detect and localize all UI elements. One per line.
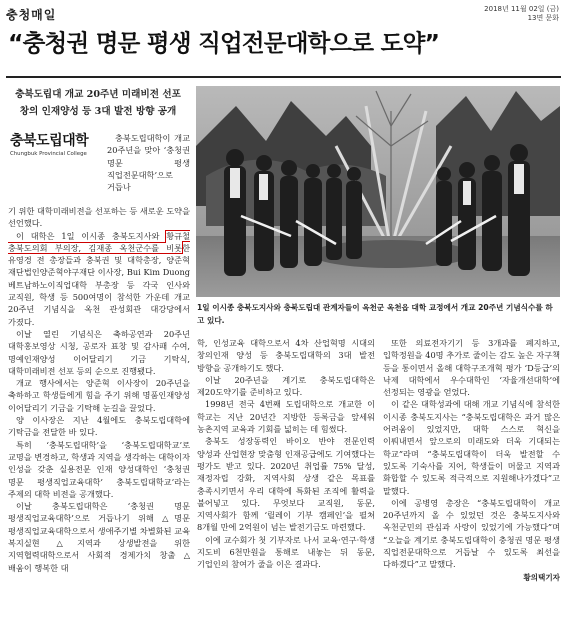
highlighted-text: 황규철 충북도의회 부의장, 김재종 옥천군수를 비롯 xyxy=(8,230,190,253)
article-paragraph: 양 이사장은 지난 4월에도 충북도립대학에 기탁금을 전달한 바 있다. xyxy=(8,415,190,438)
college-logo xyxy=(10,130,102,166)
photo-illustration xyxy=(196,86,560,297)
article-paragraph: 이날 20주년을 계기로 충북도립대학은 제20도약기를 준비하고 있다. xyxy=(197,374,375,398)
headline: “충청권 명문 평생 직업전문대학으로 도약” xyxy=(8,29,440,57)
reporter-byline: 황의택기자 xyxy=(523,572,560,582)
article-paragraph: 충북도 성장동력인 바이오 반야 전문인력 양성과 산업현장 맞춤형 인재공급에도 기여했다는 평가도 받고 있다. 2020년 취업률 75% 달성, 재정자립 강화, 지역사회 상생 같은 목표를 충족시키면서 우리 대학에 특화된 조직에 활력을 불어넣고 있다. 무엇보다 교직원, 동문, 지역사회가 함께 ‘릴레이 기부 캠페인’을 펼쳐 8개월 만에 2억원이 넘는 발전기금도 마련했다. xyxy=(197,436,375,533)
article-column-3 xyxy=(383,337,560,625)
article-paragraph: 특히 ‘충북도립대학’을 ‘충북도립대학교’로 교명을 변경하고, 학생과 지역을 생각하는 대학이자 인성을 갖춘 실용전문 인재 양성대학인 ‘충청권 명문 평생직업교육대학’ 충북도립대학교’라는 주제의 대학 비전을 공개했다. xyxy=(8,439,190,499)
article-lede: 충북도립대학이 개교 20주년을 맞아 ‘충청권 명문 평생 직업전문대학’으로 거듭나 xyxy=(107,133,190,193)
article-paragraph: 학, 인성교육 대학으로서 4차 산업혁명 시대의 창의인재 양성 등 충북도립대학의 3대 발전 방향을 공개하기도 했다. xyxy=(197,338,375,373)
page-header xyxy=(0,0,567,22)
article-paragraph: 이에 교수회가 첫 기부자로 나서 교육·연구·학생 지도비 6천만원을 통해로 내놓는 뒤 동문, 기업인의 참여가 줄을 이은 결과다. xyxy=(197,534,375,570)
logo-english: Chungbuk Provincial College xyxy=(10,151,87,157)
ceremony-photo xyxy=(196,86,560,297)
subheadline xyxy=(8,86,188,120)
article-paragraph: 이날 충북도립대학은 ‘충청권 명문 평생직업교육대학’으로 거듭나기 위해 △명문 평생직업교육대학으로서 생애주기별 차별화된 교육 복지실현 △지역과 상생발전을 위한 지역협력대학으로서 사회적 경제가치 창출 △배움이 행복한 대 xyxy=(8,501,190,573)
article-paragraph: 이에 공병영 총장은 “충북도립대학이 개교 20주년까지 올 수 있었던 것은 충북도지사와 옥천군민의 관심과 사랑이 있었기에 가능했다”며 “오늘을 계기로 충북도립대학이 충청권 명문 평생 직업전문대학으로 거듭날 수 있도록 최선을 다하겠다”고 말했다. xyxy=(383,497,560,570)
article-paragraph: 또한 의료전자기기 등 3개과를 폐지하고, 입학정원을 40명 추가로 줄이는 감도 높은 자구책 등을 통이면서 올해 대학구조개혁 평가 ‘D등급’의 낙제 대학에서 우수대학인 ‘자율개선대학’에 선정되는 영광을 얻었다. xyxy=(383,338,560,398)
article-paragraph: 기 위한 대학미래비전을 선포하는 등 새로운 도약을 선언했다. xyxy=(8,206,190,229)
publication-date: 2018년 11월 02일 (금) xyxy=(484,5,559,13)
article-column-1 xyxy=(8,205,190,625)
page-section: 13면 문화 xyxy=(527,14,559,22)
subhead-line-2: 창의 인재양성 등 3대 발전 방향 공개 xyxy=(19,106,177,117)
article-paragraph: 이날 열린 기념식은 축하공연과 20주년 대학홍보영상 시청, 공로자 표창 및 감사패 수여, 명예인재양성 이어달리기 기금 기탁식, 대학미래비전 선포 등의 순으로 진행됐다. xyxy=(8,328,190,376)
article-column-2 xyxy=(197,337,375,625)
logo-name: 충북도립대학 xyxy=(10,133,89,149)
article-paragraph: 이 같은 대학성과에 대해 개교 기념식에 참석한 이시종 충북도지사는 “충북도립대학은 과거 많은 어려움이 있었지만, 대학 스스로 혁신을 이뤄내면서 앞으로의 미래도와 더욱 기대되는 학교”라며 “충북도립대학이 더욱 발전할 수 있도록 기숙사를 지어, 학생들이 머물고 지역과 화합할 수 있도록 적극적으로 지원해나가겠다”고 말했다. xyxy=(383,399,560,496)
paragraph-text: 한 유영경 전 총장들과 충북권 및 대학총장, 양준혁 재단법인양준혁야구재단 이사장, Bui Kim Duong 베트남하노이직업대학 부총장 등 각국 인사와 교직원, 학생 등 500여명이 참석한 가운데 개교 20주년 기념식을 옥천 관성회관 대강당에서 가졌다. xyxy=(8,242,190,327)
dateline xyxy=(484,5,559,23)
article-paragraph: 1998년 전국 4번째 도립대학으로 개교한 이 학교는 지난 20년간 지방한 등록금을 앞세워 농촌지역 교육과 기회를 넓히는 데 힘썼다. xyxy=(197,399,375,435)
headline-rule xyxy=(6,76,561,78)
paragraph-text: 이 대학은 1일 이시종 충북도지사와 xyxy=(16,230,167,241)
photo-caption: 1일 이시종 충북도지사와 충북도립대 관계자들이 옥천군 옥천읍 대학 교정에서 개교 20주년 기념식수를 하고 있다. xyxy=(197,303,553,325)
newspaper-masthead: 충청매일 xyxy=(6,8,57,22)
article-paragraph: 개교 행사에서는 양준혁 이사장이 20주년을 축하하고 학생들에게 힘을 주기 위해 명품인재양성 이어달리기 기금을 기탁해 눈길을 끌었다. xyxy=(8,378,190,413)
article-paragraph xyxy=(8,230,190,328)
subhead-line-1: 충북도립대 개교 20주년 미래비전 선포 xyxy=(15,89,181,100)
